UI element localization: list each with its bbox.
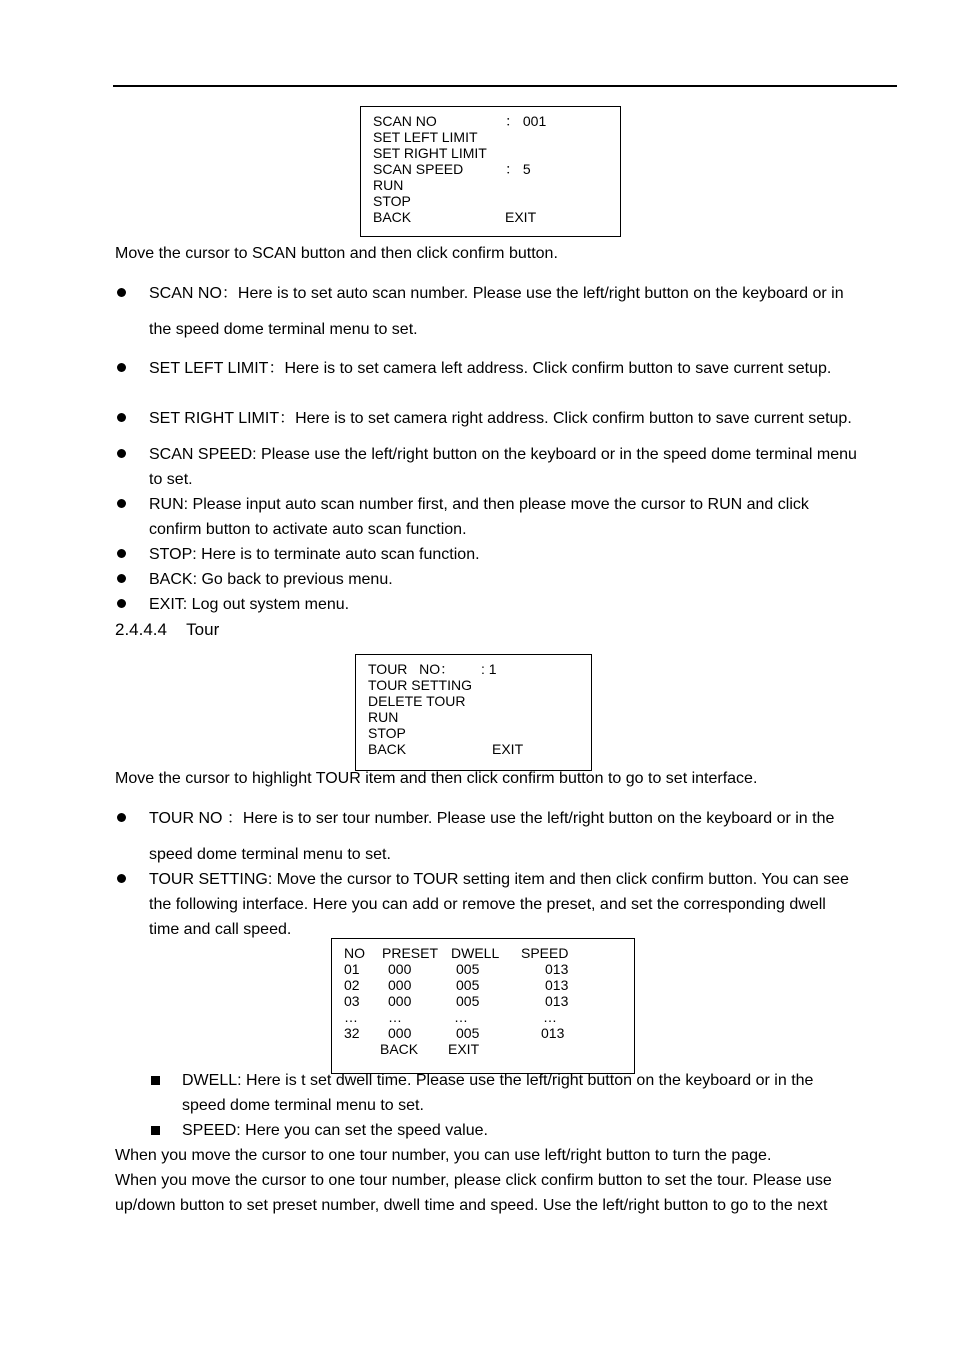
tour-menu-label: TOUR NO： [368,661,455,677]
bullet-icon [117,499,126,508]
bullet-icon [117,288,126,297]
bullet-icon [117,413,126,422]
header-rule [113,85,897,87]
tour-menu-label: TOUR SETTING [368,677,472,693]
table-cell: 013 [545,993,569,1009]
scan-menu-label: SET LEFT LIMIT [373,129,478,145]
table-cell: 005 [456,1025,480,1041]
bullet-text: STOP: Here is to terminate auto scan function. [149,546,480,563]
scan-menu-label: BACK [373,209,412,225]
scan-menu-label: RUN [373,177,404,193]
table-header: DWELL [451,945,500,961]
section-heading [115,619,219,641]
section-number: 2.4.4.4 [115,620,167,639]
tour-menu-label: RUN [368,709,399,725]
bullet-icon [117,363,126,372]
table-cell: … [388,1009,402,1025]
square-bullet-icon [151,1126,160,1135]
tour-menu-value: : 1 [481,661,497,677]
tour-intro: Move the cursor to highlight TOUR item and then click confirm button to go to set interface. [115,770,758,787]
scan-menu-value: EXIT [505,209,537,225]
bullet-text: the following interface. Here you can add or remove the preset, and set the corresponding dwell [149,896,826,913]
bullet-text: SET LEFT LIMIT：Here is to set camera left address. Click confirm button to save current setup. [149,360,832,377]
scan-menu-label: SET RIGHT LIMIT [373,145,487,161]
tour-menu-value: EXIT [492,741,524,757]
tour-menu-label: STOP [368,725,406,741]
section-title: Tour [186,620,220,639]
bullet-icon [117,574,126,583]
bullet-icon [117,549,126,558]
table-cell: 013 [545,977,569,993]
closing-text: When you move the cursor to one tour number, please click confirm button to set the tour. Please use [115,1172,832,1189]
tour-menu-box [355,654,592,771]
square-bullet-icon [151,1076,160,1085]
scan-menu-value: ： 001 [505,113,547,129]
tour-table-box [331,938,635,1074]
bullet-text: SCAN SPEED: Please use the left/right button on the keyboard or in the speed dome terminal menu [149,446,857,463]
bullet-text: EXIT: Log out system menu. [149,596,350,613]
closing-text: up/down button to set preset number, dwell time and speed. Use the left/right button to go to the next [115,1197,828,1214]
bullet-text: confirm button to activate auto scan function. [149,521,467,538]
table-header: SPEED [521,945,569,961]
table-cell: 000 [388,961,412,977]
bullet-text: time and call speed. [149,921,292,938]
bullet-icon [117,449,126,458]
bullet-text: SCAN NO：Here is to set auto scan number. Please use the left/right button on the keyboard or in [149,285,844,302]
scan-menu-box [360,106,621,237]
bullet-icon [117,813,126,822]
table-footer-exit: EXIT [448,1041,480,1057]
table-header: PRESET [382,945,439,961]
table-cell: 005 [456,977,480,993]
table-cell: 005 [456,993,480,1009]
sub-bullet-text: speed dome terminal menu to set. [182,1097,424,1114]
scan-intro: Move the cursor to SCAN button and then click confirm button. [115,245,558,262]
table-cell: … [543,1009,557,1025]
table-cell: 000 [388,977,412,993]
table-cell: 005 [456,961,480,977]
table-cell: 03 [344,993,360,1009]
bullet-text: TOUR NO ：Here is to ser tour number. Please use the left/right button on the keyboard or in the [149,810,835,827]
bullet-icon [117,874,126,883]
bullet-text: BACK: Go back to previous menu. [149,571,393,588]
scan-menu-label: SCAN NO [373,113,437,129]
table-cell: … [344,1009,358,1025]
closing-text: When you move the cursor to one tour number, you can use left/right button to turn the page. [115,1147,772,1164]
table-cell: 000 [388,1025,412,1041]
bullet-text: the speed dome terminal menu to set. [149,321,418,338]
bullet-text: TOUR SETTING: Move the cursor to TOUR setting item and then click confirm button. You can see [149,871,849,888]
bullet-text: speed dome terminal menu to set. [149,846,391,863]
scan-menu-label: STOP [373,193,411,209]
bullet-text: to set. [149,471,193,488]
tour-menu-label: BACK [368,741,407,757]
table-cell: 013 [541,1025,565,1041]
tour-menu-label: DELETE TOUR [368,693,466,709]
bullet-text: SET RIGHT LIMIT：Here is to set camera right address. Click confirm button to save current setup. [149,410,852,427]
table-cell: 000 [388,993,412,1009]
table-cell: 32 [344,1025,360,1041]
table-header: NO [344,945,365,961]
sub-bullet-text: SPEED: Here you can set the speed value. [182,1122,488,1139]
table-cell: 02 [344,977,360,993]
scan-menu-label: SCAN SPEED [373,161,464,177]
bullet-text: RUN: Please input auto scan number first, and then please move the cursor to RUN and click [149,496,809,513]
scan-menu-value: ： 5 [505,161,531,177]
table-cell: 013 [545,961,569,977]
bullet-icon [117,599,126,608]
table-footer-back: BACK [380,1041,419,1057]
sub-bullet-text: DWELL: Here is t set dwell time. Please use the left/right button on the keyboard or in the [182,1072,814,1089]
table-cell: 01 [344,961,360,977]
table-cell: … [454,1009,468,1025]
